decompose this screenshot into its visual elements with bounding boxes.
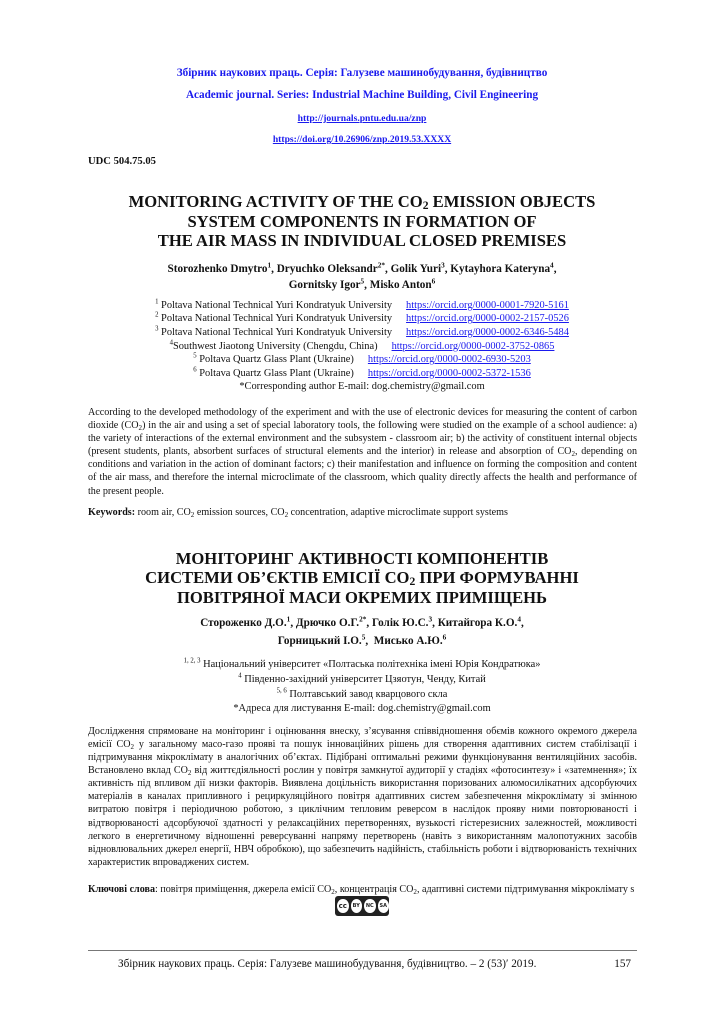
affiliation: $^2$ Poltava National Technical Yuri Kondratyuk University https://orcid.org/0000-0002-2157-0526 <box>155 311 569 325</box>
affiliation: $^5$ Poltava Quartz Glass Plant (Ukraine) https://orcid.org/0000-0002-6930-5203 <box>193 352 531 366</box>
orcid-link[interactable]: https://orcid.org/0000-0002-5372-1536 <box>367 367 531 379</box>
affiliations-en <box>60 299 664 394</box>
authors-ua: Стороженко Д.О.$^1$, Дрючко О.Г.$^{2*}$, Голік Ю.С.$^3$, Китайгора К.О.$^4$, Горницький І.О.$^5$, Мисько А.Ю.$^6$ <box>200 615 524 648</box>
title-ua: МОНІТОРИНГ АКТИВНОСТІ КОМПОНЕНТІВ СИСТЕМИ ОБ’ЄКТІВ ЕМІСІЇ $CO_2$ ПРИ ФОРМУВАННІ ПОВІТРЯНОЇ МАСИ ОКРЕМИХ ПРИМІЩЕНЬ <box>145 548 579 607</box>
keywords-ua: Ключові слова: повітря приміщення, джерела емісії $CO_2$, концентрація $CO_2$, адаптивні системи підтримування мікроклімату s <box>88 883 635 896</box>
page-content <box>60 0 664 916</box>
footer-divider <box>88 950 637 951</box>
orcid-link[interactable]: https://orcid.org/0000-0002-2157-0526 <box>406 313 569 325</box>
affiliations-ua <box>60 658 664 716</box>
affiliation: $^6$ Poltava Quartz Glass Plant (Ukraine) https://orcid.org/0000-0002-5372-1536 <box>193 366 531 379</box>
authors-en: Storozhenko Dmytro$^1$, Dryuchko Oleksandr$^{2*}$, Golik Yuri$^3$, Kytayhora Kateryna$^4$, Gornitsky Igor$^5$, Misko Anton$^6$ <box>167 261 557 291</box>
affiliation: $^3$ Poltava National Technical Yuri Kondratyuk University https://orcid.org/0000-0002-6346-5484 <box>155 325 569 338</box>
orcid-link[interactable]: https://orcid.org/0000-0002-6930-5203 <box>367 354 531 366</box>
footer-journal: Збірник наукових праць. Серія: Галузеве машинобудування, будівництво. – 2 (53)′ 2019. <box>118 958 537 970</box>
journal-url-link[interactable]: http://journals.pntu.edu.ua/znp <box>297 113 427 124</box>
orcid-link[interactable]: https://orcid.org/0000-0002-3752-0865 <box>391 340 555 352</box>
page-number: 157 <box>614 958 631 970</box>
title-en: MONITORING ACTIVITY OF THE $CO_2$ EMISSION OBJECTS SYSTEM COMPONENTS IN FORMATION OF THE AIR MASS IN INDIVIDUAL CLOSED PREMISES <box>128 192 596 251</box>
orcid-link[interactable]: https://orcid.org/0000-0001-7920-5161 <box>406 299 569 311</box>
corresponding-author: *Corresponding author E-mail: dog.chemistry@gmail.com <box>239 381 485 393</box>
affiliation: $^4$ Південно-західний університет Цзяотун, Ченду, Китай <box>238 672 486 686</box>
affiliation: $^4$Southwest Jiaotong University (Chengdu, China) https://orcid.org/0000-0002-3752-0865 <box>169 339 555 352</box>
affiliation: $^{5, 6}$ Полтавський завод кварцового скла <box>276 687 448 700</box>
license-area <box>60 896 664 916</box>
journal-title-en: Academic journal. Series: Industrial Machine Building, Civil Engineering <box>185 89 539 101</box>
udc-code: UDC 504.75.05 <box>88 156 156 167</box>
affiliation: $^1$ Poltava National Technical Yuri Kondratyuk University https://orcid.org/0000-0001-7920-5161 <box>155 298 569 311</box>
journal-title-ua: Збірник наукових праць. Серія: Галузеве машинобудування, будівництво <box>176 67 548 79</box>
orcid-link[interactable]: https://orcid.org/0000-0002-6346-5484 <box>406 326 569 338</box>
keywords-en: Keywords: room air, $CO_2$ emission sources, $CO_2$ concentration, adaptive microclimate support systems <box>88 506 508 519</box>
abstract-en: According to the developed methodology of the experiment and with the use of electronic devices for measuring the content of carbon dioxide $(CO_2)$ in the air and using a set of special laboratory tools, the following were studied on the example of a school audience: a) the variety of interactions of the external environment and the subsystem - classroom air; b) the activity of constituent internal objects (present students, plants, absorbent surfaces of structural elements and the interior) in release and absorption of $CO_2$, depending on conditions and variation in the action of dominant factors; c) their manifestation and influence on forming the composition and content of the air mass, and therefore the internal microclimate of the classroom, which quality directly affects the health and performance of the present people. <box>88 406 638 497</box>
doi-link[interactable]: https://doi.org/10.26906/znp.2019.53.XXXX <box>272 134 452 145</box>
affiliation: $^{1, 2, 3}$ Національний університет «Полтаська політехніка імені Юрія Кондратюка» <box>183 658 541 671</box>
cc-by-nc-sa-icon: cc BY NC SA <box>335 896 389 916</box>
abstract-ua: Дослідження спрямоване на моніторинг і оцінювання внеску, з’ясування співвідношення обємів кожного окремого джерела емісії $CO_2$ у загальному масо-газо прояві та пошук інноваційних рішень для створення адаптивних систем стабілізації і підтримування мікроклімату в аналогічних об’єктах. Підібрані оптимальні режими функціонування вентиляційних засобів. Встановлено вклад $CO_2$ від життєдіяльності рослин у повітря замкнутої аудиторії у стадіях «фотосинтезу» і «затемнення»; їх активність під впливом дії низки факторів. Виявлена доцільність використання поризованих алюмосилікатних адсорбуючих матеріалів в каналах припливного і рециркуляційного повітря адаптивних систем забезпечення мікроклімату зі змінною витратою повітря і періодичною роботою, з циклічним тепловим реверсом в наслідок прояву ними повторюваності і відтворюваності адсорбуючої здатності у релаксаційних перетвореннях, вузькості гістерезисних залежностей, можливості легкого в енергетичному відношенні реверсуванні напряму перетворень (навіть з використанням малопотужних засобів відновлювальних джерел енергії, НВЧ обробкою), що забезпечить надійність, стабільність роботи і відтворюваність технічних характеристик впроваджених систем. <box>88 725 637 868</box>
corresponding-author: *Адреса для листування E-mail: dog.chemistry@gmail.com <box>233 703 491 715</box>
